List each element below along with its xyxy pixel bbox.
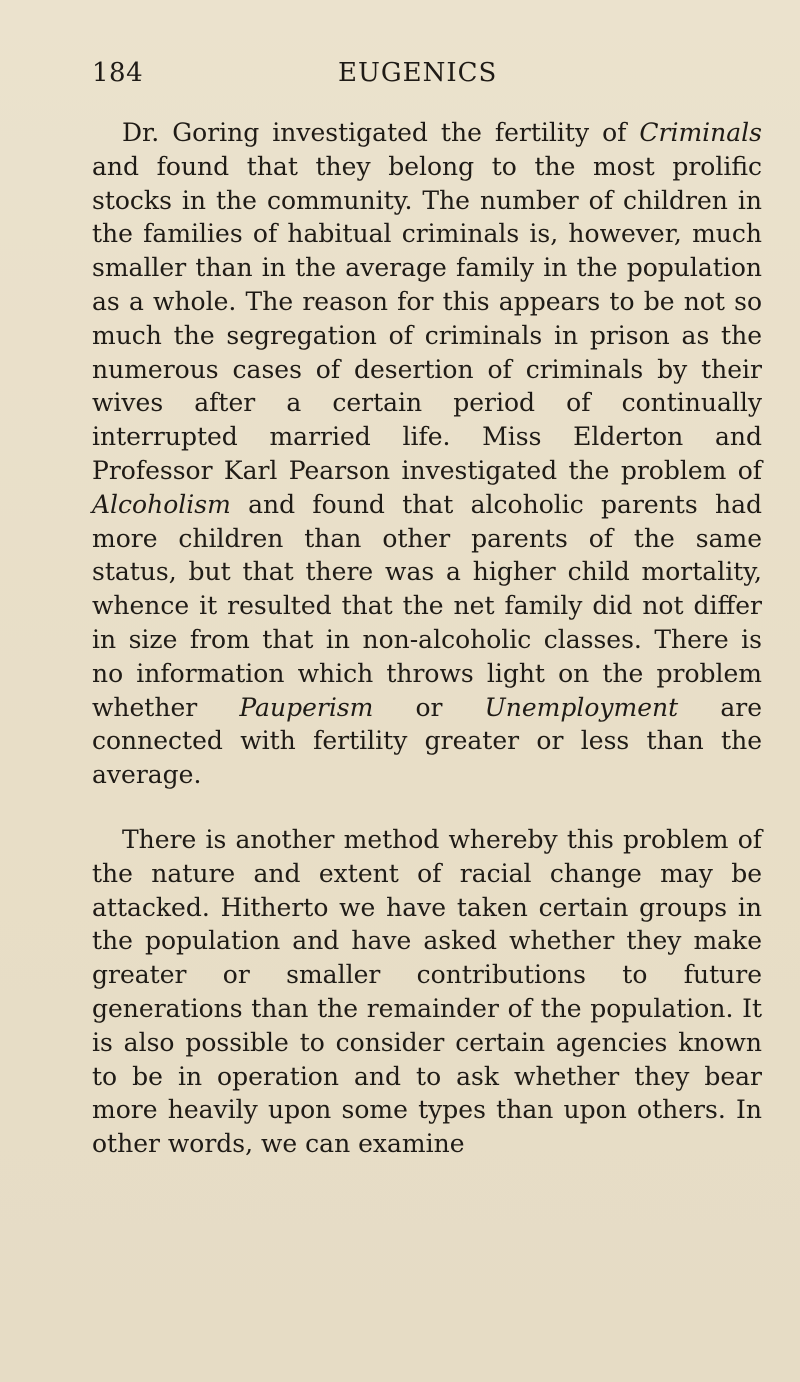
italic-term-unemployment: Unemployment <box>484 692 679 722</box>
running-title: EUGENICS <box>338 58 498 88</box>
text-segment: and found that they belong to the most prolific stocks in the community. The number of children in the families of habitual criminals is, however, much smaller than in the average family in the population as a whole. The reason for this appears to be not so much the segregation of criminals in prison as the numerous cases of desertion of criminals by their wives after a certain period of continually interrupted married life. Miss Elderton and Professor Karl Pearson investigated the problem of <box>92 151 762 485</box>
italic-term-alcoholism: Alcoholism <box>92 489 231 519</box>
italic-term-pauperism: Pauperism <box>239 692 374 722</box>
text-segment: Dr. Goring investigated the fertility of <box>122 118 640 147</box>
text-segment: are connected with fertility greater or less than the average. <box>92 692 762 790</box>
body-text <box>92 116 762 1161</box>
text-segment: or <box>373 692 485 722</box>
page-number: 184 <box>92 58 144 88</box>
text-segment: There is another method whereby this problem of the nature and extent of racial change may be attacked. Hitherto we have taken certain groups in the population and have asked whether they make greater or smaller contributions to future generations than the remainder of the population. It is also possible to consider certain agencies known to be in operation and to ask whether they bear more heavily upon some types than upon others. In other words, we can examine <box>92 824 762 1159</box>
paragraph-racial-change-method <box>92 823 762 1161</box>
text-segment: and found that alcoholic parents had more children than other parents of the same status, but that there was a higher child mortality, whence it resulted that the net family did not differ in size from that in non-alcoholic classes. There is no information which throws light on the problem whether <box>92 489 762 722</box>
running-head <box>92 58 758 94</box>
italic-term-criminals: Criminals <box>639 118 762 147</box>
paragraph-fertility-groups <box>92 116 762 792</box>
